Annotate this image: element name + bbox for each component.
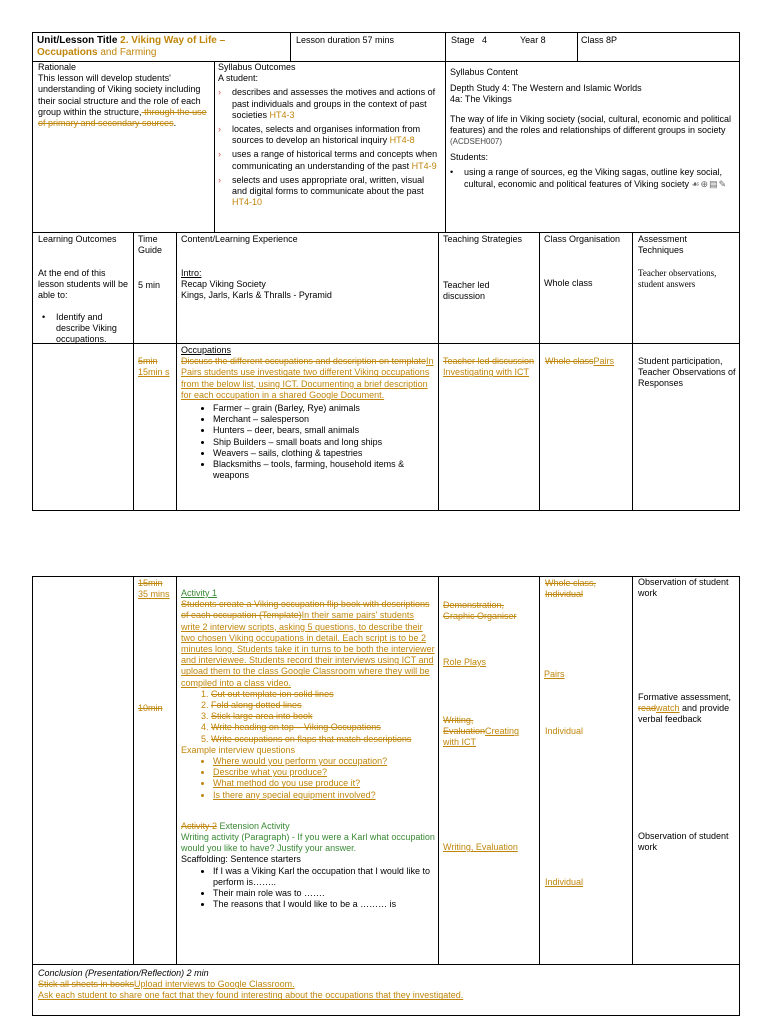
divider: [632, 232, 633, 511]
learning-outcomes-cell: [38, 268, 130, 345]
conclusion-line2: Ask each student to share one fact that they found interesting about the occupations that they investigated.: [38, 990, 464, 1001]
divider: [290, 32, 291, 61]
outcome-item: [218, 87, 440, 121]
chevron-right-icon: ›: [218, 174, 221, 185]
activity-instructions: [181, 599, 435, 689]
teach3-struck: Writing, Evaluation: [443, 715, 486, 737]
rationale: [38, 62, 210, 129]
time-new: 35 mins: [138, 589, 170, 600]
activity-title: Activity 1: [181, 588, 218, 598]
divider: [176, 576, 177, 964]
divider: [133, 232, 134, 511]
stage: Stage 4: [451, 35, 488, 45]
chevron-right-icon: ›: [218, 124, 221, 135]
list-item: • Farmer – grain (Barley, Rye) animals: [213, 403, 434, 414]
divider: [445, 61, 446, 232]
divider: [539, 576, 540, 964]
syllabus-outcomes: [218, 62, 440, 208]
list-item: • Weavers – sails, clothing & tapestries: [213, 448, 434, 459]
writing-activity: Writing activity (Paragraph) - If you were a Karl what occupation would you like to have? Justify your answer.: [181, 832, 435, 854]
list-item: • Their main role was to …….: [213, 888, 435, 899]
assessment-3: Observation of student work: [638, 831, 729, 853]
outcome-item: [218, 149, 440, 171]
list-item: 1. Cut out template ion solid lines: [211, 689, 435, 700]
class-org-1: Whole class, Individual: [545, 578, 597, 600]
syllabus-content-heading: Syllabus Content: [450, 67, 519, 77]
occupations-assessment: Student participation, Teacher Observations of Responses: [638, 356, 736, 389]
teaching-3: [443, 715, 535, 749]
occupations-class-org: [545, 356, 614, 367]
rationale-end: .: [173, 118, 177, 129]
teaching-4: Writing, Evaluation: [443, 842, 518, 852]
class-org-4: Individual: [545, 877, 584, 887]
ext-struck: Activity 2: [181, 820, 218, 831]
content-bullet-text: using a range of sources, eg the Viking sagas, outline key social, cultural, economic and political features of Viking society: [464, 167, 722, 189]
unit-label: Unit/Lesson Title: [37, 35, 118, 46]
intro-assessment: Teacher observations, student answers: [638, 268, 717, 290]
source-type-icons: ☙⊕▤✎: [691, 178, 728, 189]
list-item: • Hunters – deer, bears, small animals: [213, 425, 434, 436]
students-label: Students:: [450, 152, 489, 163]
occupations-content: [181, 345, 434, 481]
rationale-body: This lesson will develop students' understanding of Viking society including their social structure and the role of each group within the structure,: [38, 73, 201, 117]
col-teaching: Teaching Strategies: [443, 234, 523, 244]
starter-list: [181, 866, 435, 911]
extension-title: [181, 821, 435, 832]
list-item: • The reasons that I would like to be a ……… is: [213, 899, 435, 910]
teach3-new: Creating with ICT: [443, 726, 520, 748]
conclusion: [38, 968, 728, 1002]
assess2-new: watch: [656, 703, 680, 714]
list-item: 2. Fold along dotted lines: [211, 700, 435, 711]
class-org-3: Individual: [545, 726, 584, 736]
outcome-code: HT4-8: [389, 135, 415, 146]
lesson-duration: Lesson duration 57 mins: [296, 35, 395, 45]
teaching-struck: Teacher led discussion: [443, 356, 535, 366]
occupations-struck: Discuss the different occupations and description on template: [181, 356, 426, 367]
time-new: 15min s: [138, 367, 170, 378]
questions-title: Example interview questions: [181, 744, 296, 755]
col-time-guide: Time Guide: [138, 234, 163, 256]
conclusion-struck: Stick all sheets in books: [38, 979, 135, 990]
assessment-1: Observation of student work: [638, 577, 729, 599]
outcome-item: [218, 175, 440, 209]
teaching-new: Investigating with ICT: [443, 367, 530, 378]
question-list: [181, 756, 435, 801]
divider: [539, 232, 540, 511]
syllabus-content: [450, 67, 735, 190]
assessment-2: [638, 692, 736, 726]
intro-content: [181, 268, 431, 302]
depth-study: Depth Study 4: The Western and Islamic Worlds: [450, 83, 642, 94]
outcome-text: locates, selects and organises information from sources to develop an historical inquiry: [232, 124, 421, 146]
intro-class-org: Whole class: [544, 278, 593, 288]
ext-title: Extension Activity: [219, 820, 290, 831]
divider: [438, 576, 439, 964]
list-item: • Blacksmiths – tools, farming, household items & weapons: [213, 459, 434, 481]
activity-steps: [181, 689, 435, 745]
year: Year 8: [520, 35, 546, 45]
outcome-code: HT4-9: [411, 160, 437, 171]
conclusion-line1: Upload interviews to Google Classroom.: [134, 979, 295, 990]
content-para-text: The way of life in Viking society (social, cultural, economic and political features) and the roles and relationships of different groups in society: [450, 113, 731, 135]
occupations-teaching: [443, 356, 535, 378]
col-learning-outcomes: Learning Outcomes: [38, 234, 117, 244]
assess2-tail: and provide verbal feedback: [638, 703, 730, 725]
list-item: • Is there any special equipment involved?: [213, 790, 435, 801]
divider: [176, 232, 177, 511]
assess2-struck: read: [638, 703, 657, 714]
occupation-list: [181, 403, 434, 481]
depth-sub: 4a: The Vikings: [450, 94, 512, 105]
occupations-time: [138, 356, 174, 378]
intro-title: Intro:: [181, 268, 202, 278]
class-struck: Whole class: [545, 356, 594, 366]
class-new: Pairs: [593, 356, 615, 366]
col-assessment: Assessment Techniques: [638, 234, 688, 256]
content-bullet: [450, 167, 735, 189]
teaching-1: Demonstration, Graphic Organiser: [443, 600, 517, 622]
divider: [438, 232, 439, 511]
divider: [32, 343, 740, 344]
outcome-text: uses a range of historical terms and concepts when communicating an understanding of the past: [232, 149, 438, 171]
intro-teaching: Teacher led discussion: [443, 280, 490, 302]
syllabus-outcomes-heading: Syllabus Outcomes: [218, 62, 296, 72]
list-item: • Where would you perform your occupation?: [213, 756, 435, 767]
occupations-instructions: [181, 356, 434, 401]
divider: [445, 32, 446, 61]
intro-line1: Recap Viking Society: [181, 279, 266, 290]
divider: [32, 964, 740, 965]
activity-struck: Students create a Viking occupation flip book with descriptions of each occupation (Template): [181, 599, 430, 621]
list-item: 3. Stick large area into book: [211, 711, 435, 722]
occupations-title: Occupations: [181, 345, 232, 355]
scaffold-label: Scaffolding: Sentence starters: [181, 854, 301, 865]
unit-title-text: 2. Viking Way of Life – Occupations: [37, 35, 226, 58]
divider: [577, 32, 578, 61]
list-item: • What method do you use produce it?: [213, 778, 435, 789]
list-item: • Ship Builders – small boats and long ships: [213, 437, 434, 448]
outcome-code: HT4-10: [232, 197, 263, 208]
content-code: (ACDSEH007): [450, 137, 503, 147]
rationale-struck: through the use of primary and secondary sources: [38, 106, 207, 129]
chevron-right-icon: ›: [218, 87, 221, 98]
syllabus-outcomes-lead: A student:: [218, 73, 259, 84]
unit-title-extra: and Farming: [100, 47, 157, 58]
outcome-bullet: [38, 312, 130, 346]
chevron-right-icon: ›: [218, 149, 221, 160]
list-item: • Merchant – salesperson: [213, 414, 434, 425]
bullet-icon: •: [42, 311, 46, 322]
divider: [133, 576, 134, 964]
conclusion-title: Conclusion (Presentation/Reflection) 2 min: [38, 968, 209, 978]
outcomes-lead: At the end of this lesson students will be able to:: [38, 268, 129, 301]
occupations-added: In Pairs students use investigate two different Viking occupations from the below list, using ICT. Documenting a brief description for each occupation in a shared Google Document.: [181, 356, 434, 400]
col-class-org: Class Organisation: [544, 234, 621, 244]
class: Class 8P: [581, 35, 618, 45]
activity-added: In their same pairs' students write 2 interview scripts, asking 5 questions, to describe their two chosen Viking occupations in detail. Each script is to be 2 minutes long. Students take it in turns to be both the interviewer and interviewee. Students record their interviews using ICT and upload them to the class Google Classroom where they will be compiled into a class video.: [181, 610, 435, 688]
intro-line2: Kings, Jarls, Karls & Thralls - Pyramid: [181, 290, 332, 301]
teaching-2: Role Plays: [443, 657, 487, 667]
outcome-text: selects and uses appropriate oral, written, visual and digital forms to communicate about the past: [232, 174, 425, 197]
rationale-heading: Rationale: [38, 62, 77, 72]
outcome-text: describes and assesses the motives and actions of past individuals and groups in the context of past societies: [232, 87, 436, 120]
list-item: 4. Write heading on top – Viking Occupations: [211, 722, 435, 733]
activity-time-struck-2: 10min: [138, 703, 163, 713]
divider: [214, 61, 215, 232]
syllabus-content-para: [450, 114, 735, 148]
activity-time: [138, 578, 174, 600]
time-struck: 5min: [138, 356, 158, 366]
list-item: • Describe what you produce?: [213, 767, 435, 778]
intro-time: 5 min: [138, 280, 161, 290]
class-org-2: Pairs: [544, 669, 565, 679]
col-content: Content/Learning Experience: [181, 234, 298, 244]
unit-title: [37, 35, 287, 59]
activity-content: [181, 588, 435, 910]
divider: [32, 232, 740, 233]
time-struck: 15min: [138, 578, 163, 588]
outcome-bullet-text: Identify and describe Viking occupations.: [56, 311, 117, 345]
list-item: • If I was a Viking Karl the occupation that I would like to perform is……..: [213, 866, 435, 888]
list-item: 5. Write occupations on flaps that match descriptions: [211, 734, 435, 745]
outcome-code: HT4-3: [269, 109, 295, 120]
assess2-lead: Formative assessment,: [638, 692, 732, 702]
bullet-icon: •: [450, 167, 454, 178]
divider: [632, 576, 633, 964]
rationale-text: [38, 73, 210, 129]
outcome-item: [218, 124, 440, 146]
